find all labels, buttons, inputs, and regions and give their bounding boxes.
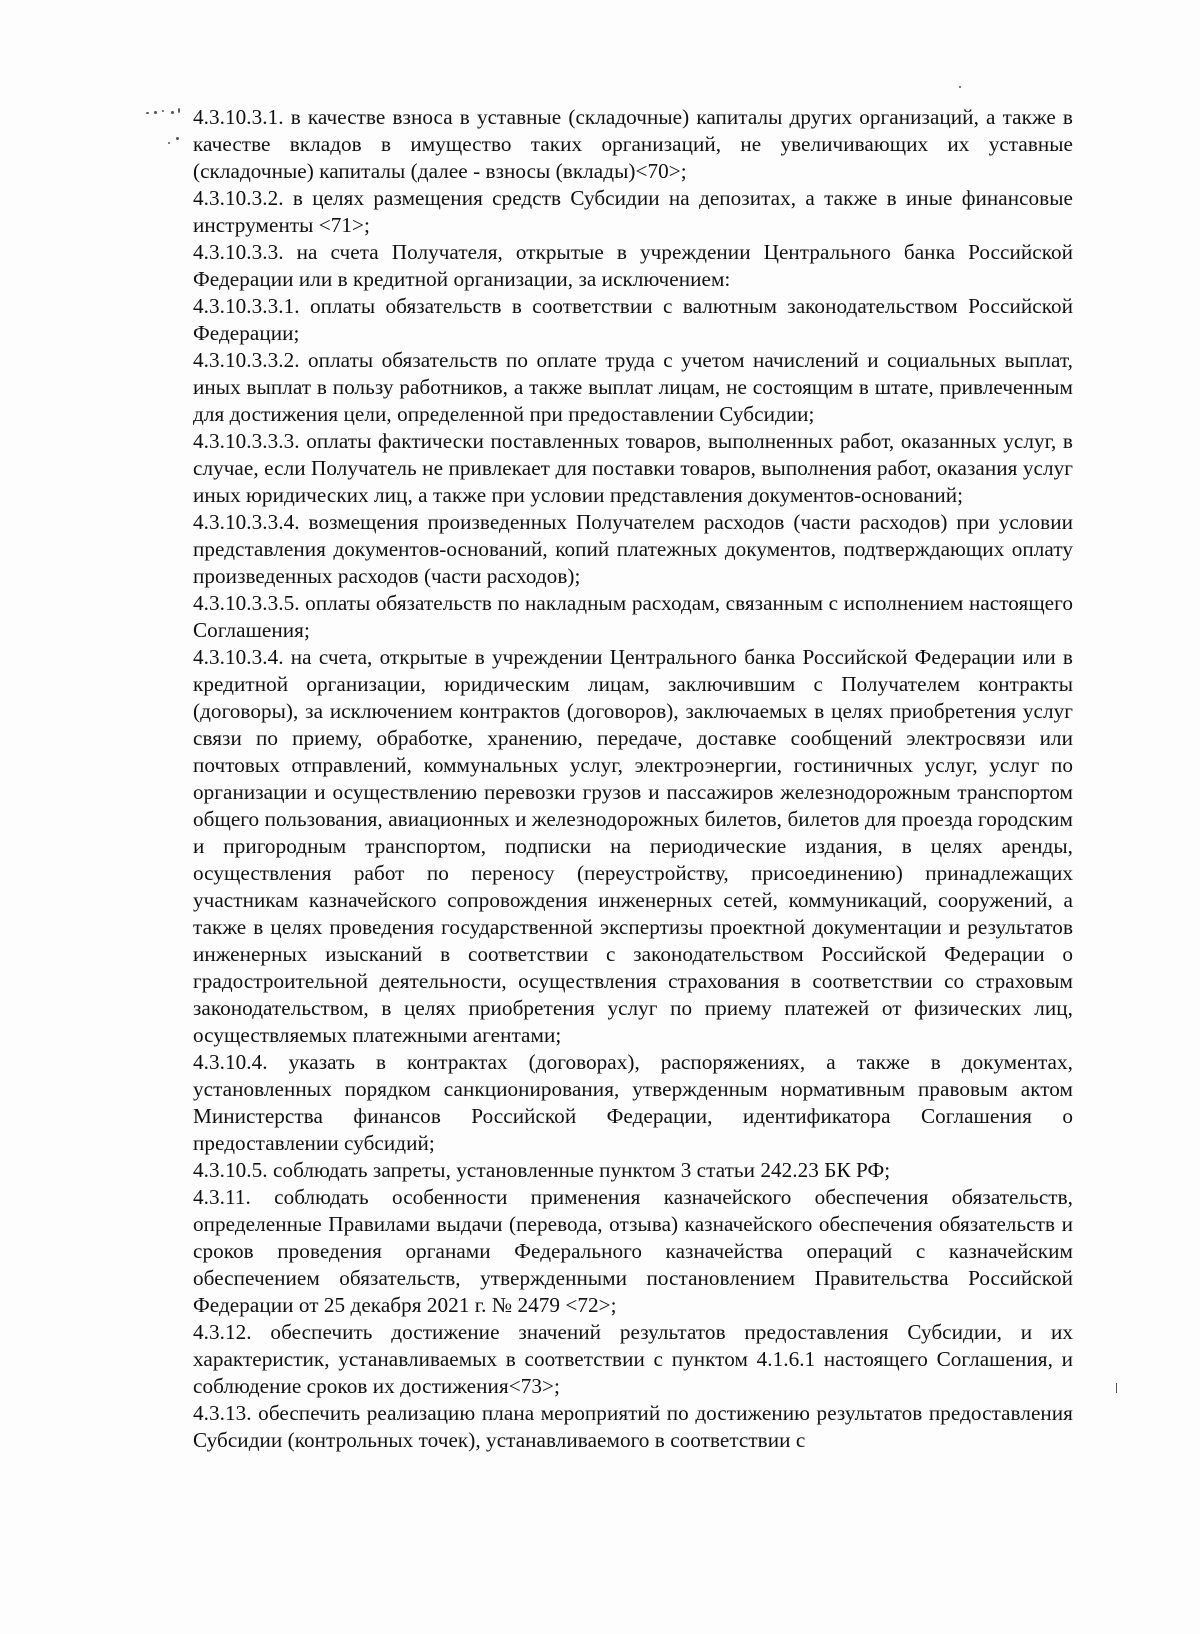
- scan-speck: [176, 137, 179, 140]
- clause-text: в целях размещения средств Субсидии на депозитах, а также в иные финансовые инструменты <71>;: [193, 186, 1073, 237]
- scan-speck: [154, 111, 157, 114]
- paragraph: [193, 185, 1073, 239]
- paragraph: [193, 104, 1073, 185]
- paragraph: [193, 1400, 1073, 1454]
- clause-text: обеспечить достижение значений результатов предоставления Субсидии, и их характеристик, устанавливаемых в соответствии с пунктом 4.1.6.1 настоящего Соглашения, и соблюдение сроков их достижения<73>;: [193, 1320, 1073, 1398]
- clause-text: соблюдать запреты, установленные пунктом 3 статьи 242.23 БК РФ;: [272, 1158, 891, 1182]
- clause-number: 4.3.10.3.3.2.: [193, 348, 300, 372]
- clause-number: 4.3.10.3.3.1.: [193, 294, 300, 318]
- clause-text: на счета, открытые в учреждении Центрального банка Российской Федерации или в кредитной организации, юридическим лицам, заключившим с Получателем контракты (договоры), за исключением контрактов (договоров), заключаемых в целях приобретения услуг связи по приему, обработке, хранению, передаче, доставке сообщений электросвязи или почтовых отправлений, коммунальных услуг, электроэнергии, гостиничных услуг, услуг по организации и осуществлению перевозки грузов и пассажиров железнодорожным транспортом общего пользования, авиационных и железнодорожных билетов, билетов для проезда городским и пригородным транспортом, подписки на периодические издания, в целях аренды, осуществления работ по переносу (переустройству, присоединению) принадлежащих участникам казначейского сопровождения инженерных сетей, коммуникаций, сооружений, а также в целях проведения государственной экспертизы проектной документации и результатов инженерных изысканий в соответствии с законодательством Российской Федерации о градостроительной деятельности, осуществления страхования в соответствии со страховым законодательством, в целях приобретения услуг по приему платежей от физических лиц, осуществляемых платежными агентами;: [193, 645, 1073, 1047]
- clause-text: оплаты обязательств по накладным расходам, связанным с исполнением настоящего Соглашения;: [193, 591, 1073, 642]
- clause-text: оплаты обязательств в соответствии с валютным законодательством Российской Федерации;: [193, 294, 1073, 345]
- clause-text: указать в контрактах (договорах), распоряжениях, а также в документах, установленных порядком санкционирования, утвержденным нормативным правовым актом Министерства финансов Российской Федерации, идентификатора Соглашения о предоставлении субсидий;: [193, 1050, 1073, 1155]
- paragraph: [193, 293, 1073, 347]
- scan-speck: [162, 110, 164, 112]
- clause-text: обеспечить реализацию плана мероприятий по достижению результатов предоставления Субсидии (контрольных точек), устанавливаемого в соответствии с: [193, 1401, 1073, 1452]
- scan-speck: [146, 112, 149, 114]
- paragraph: [193, 1319, 1073, 1400]
- clause-number: 4.3.10.5.: [193, 1158, 268, 1182]
- scan-speck: [171, 111, 174, 114]
- clause-number: 4.3.11.: [193, 1185, 251, 1209]
- clause-text: на счета Получателя, открытые в учреждении Центрального банка Российской Федерации или в кредитной организации, за исключением:: [193, 240, 1073, 291]
- clause-number: 4.3.10.3.3.5.: [193, 591, 300, 615]
- clause-number: 4.3.12.: [193, 1320, 252, 1344]
- clause-number: 4.3.10.3.4.: [193, 645, 284, 669]
- paragraph: [193, 428, 1073, 509]
- clause-number: 4.3.13.: [193, 1401, 252, 1425]
- clause-text: в качестве взноса в уставные (складочные) капиталы других организаций, а также в качестве вкладов в имущество таких организаций, не увеличивающих их уставные (складочные) капиталы (далее - взносы (вклады)<70>;: [193, 105, 1073, 183]
- document-body: [193, 104, 1073, 1454]
- clause-text: соблюдать особенности применения казначейского обеспечения обязательств, определенные Правилами выдачи (перевода, отзыва) казначейского обеспечения обязательств и сроков проведения органами Федерального казначейства операций с казначейским обеспечением обязательств, утвержденными постановлением Правительства Российской Федерации от 25 декабря 2021 г. № 2479 <72>;: [193, 1185, 1073, 1317]
- clause-text: оплаты обязательств по оплате труда с учетом начислений и социальных выплат, иных выплат в пользу работников, а также выплат лицам, не состоящим в штате, привлеченным для достижения цели, определенной при предоставлении Субсидии;: [193, 348, 1073, 426]
- clause-number: 4.3.10.3.2.: [193, 186, 284, 210]
- clause-number: 4.3.10.4.: [193, 1050, 268, 1074]
- scan-speck: [168, 142, 170, 144]
- paragraph: [193, 1157, 1073, 1184]
- paragraph: [193, 239, 1073, 293]
- paragraph: [193, 347, 1073, 428]
- clause-text: оплаты фактически поставленных товаров, выполненных работ, оказанных услуг, в случае, если Получатель не привлекает для поставки товаров, выполнения работ, оказания услуг иных юридических лиц, а также при условии представления документов-оснований;: [193, 429, 1073, 507]
- clause-number: 4.3.10.3.3.3.: [193, 429, 300, 453]
- clause-number: 4.3.10.3.3.4.: [193, 510, 300, 534]
- scan-speck: [959, 86, 961, 88]
- scan-speck: [1116, 1383, 1117, 1393]
- scan-speck: [178, 108, 180, 113]
- clause-number: 4.3.10.3.3.: [193, 240, 284, 264]
- paragraph: [193, 644, 1073, 1049]
- clause-number: 4.3.10.3.1.: [193, 105, 284, 129]
- paragraph: [193, 1049, 1073, 1157]
- paragraph: [193, 1184, 1073, 1319]
- paragraph: [193, 509, 1073, 590]
- paragraph: [193, 590, 1073, 644]
- clause-text: возмещения произведенных Получателем расходов (части расходов) при условии представления документов-оснований, копий платежных документов, подтверждающих оплату произведенных расходов (части расходов);: [193, 510, 1073, 588]
